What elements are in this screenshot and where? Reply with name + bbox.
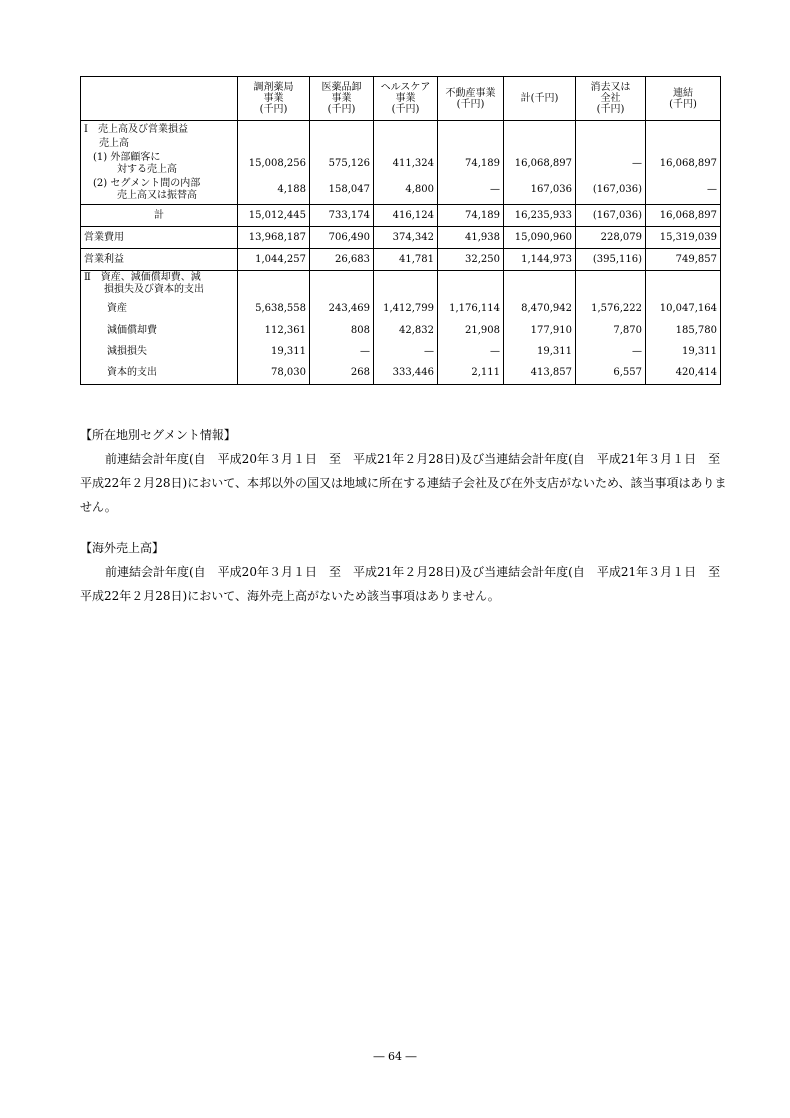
table-row [81,297,721,321]
segment-table [80,76,721,385]
table-cell: 243,469 [310,297,374,321]
table-cell: 16,235,933 [504,205,576,227]
table-cell: 268 [310,363,374,385]
row-label: 減価償却費 [81,321,238,342]
table-cell: 15,090,960 [504,227,576,249]
section-label-line: Ⅱ 資産、減価償却費、減 [84,271,201,283]
row-label: 売上高 [81,137,238,151]
table-cell: 749,857 [646,249,721,271]
row-label: 資産 [81,297,238,321]
table-row [81,342,721,363]
table-cell: 19,311 [238,342,310,363]
table-cell: 575,126 [310,151,374,177]
table-cell: 16,068,897 [646,205,721,227]
table-row [81,227,721,249]
table-cell: 4,800 [374,177,438,205]
table-cell: 733,174 [310,205,374,227]
row-label [81,177,238,205]
table-cell: 74,189 [438,151,504,177]
table-row [81,321,721,342]
table-cell: 1,144,973 [504,249,576,271]
column-header: 医薬品卸 事業 (千円) [310,77,374,121]
table-cell: 413,857 [504,363,576,385]
table-cell: 74,189 [438,205,504,227]
table-cell: 8,470,942 [504,297,576,321]
row-label: 営業利益 [81,249,238,271]
table-cell: 41,938 [438,227,504,249]
table-cell: — [438,177,504,205]
table-cell: 6,557 [576,363,646,385]
row-label: 営業費用 [81,227,238,249]
table-cell: 16,068,897 [504,151,576,177]
table-cell: (395,116) [576,249,646,271]
table-cell: 333,446 [374,363,438,385]
row-label [81,151,238,177]
column-header: 連結 (千円) [646,77,721,121]
table-cell: 4,188 [238,177,310,205]
table-cell: 1,576,222 [576,297,646,321]
row-label: 減損損失 [81,342,238,363]
table-cell: — [576,151,646,177]
table-cell: — [646,177,721,205]
column-header: 不動産事業 (千円) [438,77,504,121]
section-heading: 【所在地別セグメント情報】 [80,428,236,442]
table-cell: 167,036 [504,177,576,205]
section-label: Ⅰ 売上高及び営業損益 [81,121,238,137]
table-cell: 15,319,039 [646,227,721,249]
table-row [81,137,721,151]
table-cell: — [438,342,504,363]
table-cell: 1,176,114 [438,297,504,321]
row-label-line: 売上高又は振替高 [117,190,197,202]
table-row [81,177,721,205]
row-label: 計 [81,205,238,227]
table-cell: 1,044,257 [238,249,310,271]
section-label-line: 損損失及び資本的支出 [104,283,204,295]
table-cell: 185,780 [646,321,721,342]
column-header: 調剤薬局 事業 (千円) [238,77,310,121]
table-cell: — [374,342,438,363]
page-number: ― 64 ― [373,1050,417,1063]
table-row [81,363,721,385]
section-heading: 【海外売上高】 [80,541,165,555]
column-header [81,77,238,121]
row-label-line: (1) 外部顧客に [93,151,161,163]
row-label: 資本的支出 [81,363,238,385]
table-cell: 158,047 [310,177,374,205]
table-cell: — [576,342,646,363]
table-cell: 21,908 [438,321,504,342]
table-cell: 32,250 [438,249,504,271]
table-row [81,205,721,227]
table-row [81,271,721,297]
table-row [81,151,721,177]
section-label [81,271,238,297]
table-cell: 16,068,897 [646,151,721,177]
table-cell: 416,124 [374,205,438,227]
table-cell: 7,870 [576,321,646,342]
table-cell: 15,008,256 [238,151,310,177]
table-cell: 78,030 [238,363,310,385]
table-cell: 374,342 [374,227,438,249]
table-cell: 411,324 [374,151,438,177]
table-cell: (167,036) [576,177,646,205]
table-cell: 42,832 [374,321,438,342]
table-cell: — [310,342,374,363]
table-cell: (167,036) [576,205,646,227]
table-cell: 10,047,164 [646,297,721,321]
row-label-line: (2) セグメント間の内部 [93,178,201,190]
table-cell: 13,968,187 [238,227,310,249]
section-body: 前連結会計年度(自 平成20年３月１日 至 平成21年２月28日)及び当連結会計年度(自 平成21年３月１日 至 平成22年２月28日)において、海外売上高がないため該当事項はありません。 [80,565,733,603]
column-header: 消去又は 全社 (千円) [576,77,646,121]
table-cell: 1,412,799 [374,297,438,321]
table-cell: 420,414 [646,363,721,385]
table-cell: 177,910 [504,321,576,342]
table-cell: 15,012,445 [238,205,310,227]
table-cell: 706,490 [310,227,374,249]
table-row [81,249,721,271]
table-cell: 112,361 [238,321,310,342]
table-cell: 808 [310,321,374,342]
table-cell: 19,311 [504,342,576,363]
column-header: ヘルスケア 事業 (千円) [374,77,438,121]
row-label-line: 対する売上高 [117,163,177,175]
table-row [81,121,721,137]
column-header: 計(千円) [504,77,576,121]
table-cell: 2,111 [438,363,504,385]
table-header-row [81,77,721,121]
table-cell: 26,683 [310,249,374,271]
section-body: 前連結会計年度(自 平成20年３月１日 至 平成21年２月28日)及び当連結会計年度(自 平成21年３月１日 至 平成22年２月28日)において、本邦以外の国又は地域に所在する連結子会社及び在外支店がないため、該当事項はありません。 [80,452,733,514]
table-cell: 5,638,558 [238,297,310,321]
overseas-sales-section [80,536,733,608]
location-segment-section [80,423,733,519]
table-cell: 19,311 [646,342,721,363]
table-cell: 228,079 [576,227,646,249]
table-cell: 41,781 [374,249,438,271]
